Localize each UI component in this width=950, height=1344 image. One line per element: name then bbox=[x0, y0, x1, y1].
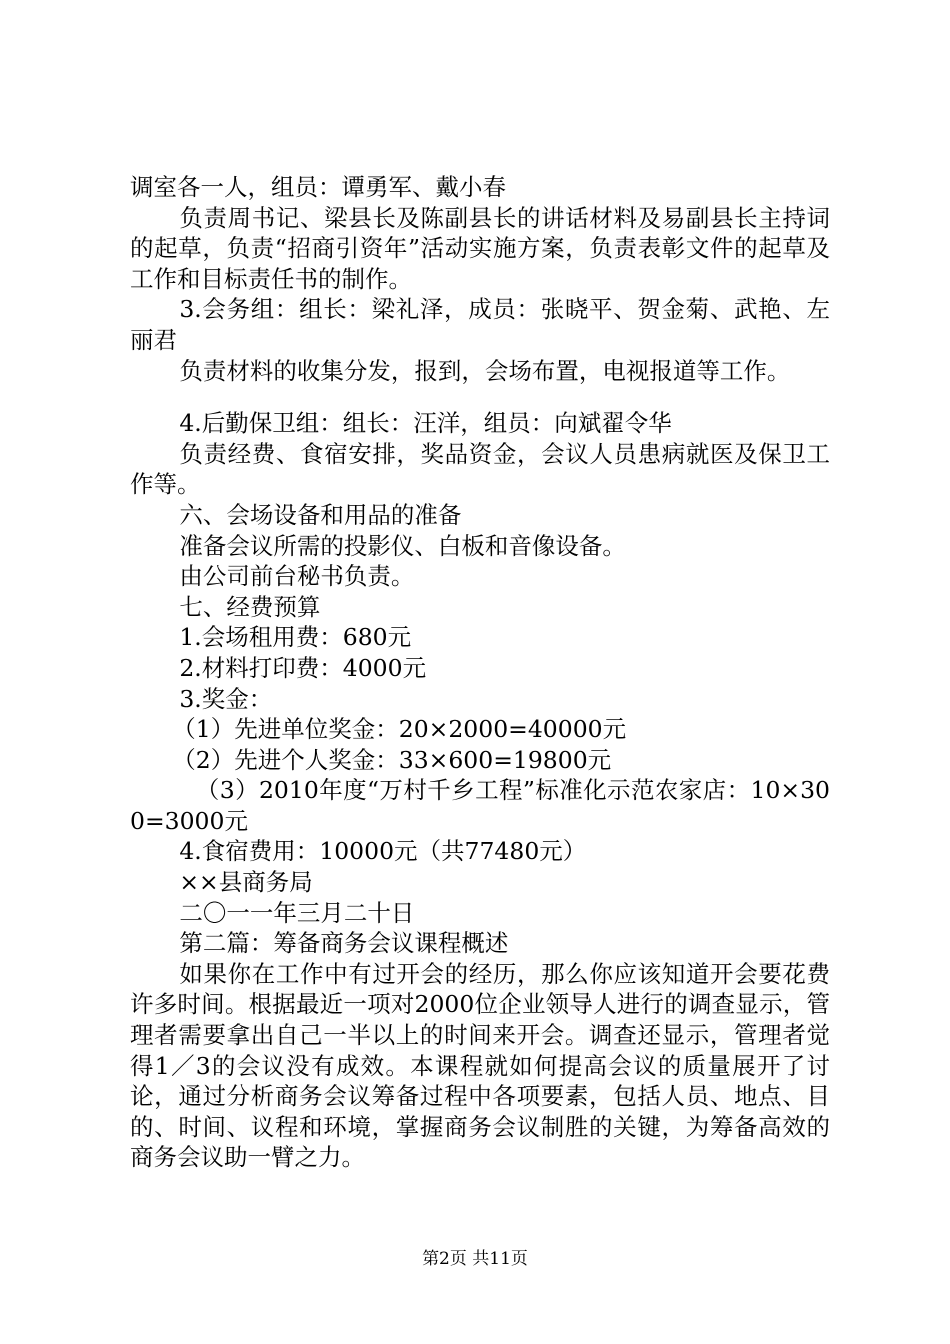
paragraph-continued: 调室各一人，组员：谭勇军、戴小春 bbox=[130, 173, 506, 201]
paragraph-logistics-duties: 负责经费、食宿安排，奖品资金，会议人员患病就医及保卫工作等。 bbox=[130, 439, 830, 499]
chapter-heading: 第二篇：筹备商务会议课程概述 bbox=[179, 929, 509, 958]
signature-date: 二〇一一年三月二十日 bbox=[179, 898, 415, 927]
paragraph-logistics-group: 4.后勤保卫组：组长：汪洋，组员：向斌翟令华 bbox=[179, 409, 672, 438]
budget-subitem-units: （1）先进单位奖金：20×2000=40000元 bbox=[172, 715, 627, 744]
paragraph-drafting-duties: 负责周书记、梁县长及陈副县长的讲话材料及易副县长主持词的起草，负责“招商引资年”活动实施方案，负责表彰文件的起草及工作和目标责任书的制作。 bbox=[130, 203, 830, 293]
document-body bbox=[130, 172, 830, 1173]
budget-item-bonus: 3.奖金： bbox=[179, 684, 273, 713]
budget-subitem-individuals: （2）先进个人奖金：33×600=19800元 bbox=[172, 745, 612, 774]
paragraph-course-overview: 如果你在工作中有过开会的经历，那么你应该知道开会要花费许多时间。根据最近一项对2000位企业领导人进行的调查显示，管理者需要拿出自己一半以上的时间来开会。调查还显示，管理者觉得1／3的会议没有成效。本课程就如何提高会议的质量展开了讨论，通过分析商务会议筹备过程中各项要素，包括人员、地点、目的、时间、议程和环境，掌握商务会议制胜的关键，为筹备高效的商务会议助一臂之力。 bbox=[130, 959, 830, 1172]
section-heading-equipment: 六、会场设备和用品的准备 bbox=[179, 500, 462, 529]
section-heading-budget: 七、经费预算 bbox=[179, 592, 321, 621]
paragraph-equipment: 准备会议所需的投影仪、白板和音像设备。 bbox=[179, 531, 626, 560]
budget-item-printing: 2.材料打印费：4000元 bbox=[179, 653, 427, 682]
paragraph-secretary: 由公司前台秘书负责。 bbox=[179, 562, 415, 591]
page-footer: 第2页 共11页 bbox=[422, 1249, 528, 1269]
paragraph-affairs-group: 3.会务组：组长：梁礼泽，成员：张晓平、贺金菊、武艳、左丽君 bbox=[130, 295, 830, 354]
budget-item-venue: 1.会场租用费：680元 bbox=[179, 623, 412, 652]
budget-subitem-shops: （3）2010年度“万村千乡工程”标准化示范农家店：10×300=3000元 bbox=[130, 776, 830, 835]
blank-gap bbox=[130, 386, 830, 408]
paragraph-affairs-duties: 负责材料的收集分发，报到，会场布置，电视报道等工作。 bbox=[179, 356, 791, 385]
signature-organization: ××县商务局 bbox=[179, 868, 313, 897]
budget-item-lodging: 4.食宿费用：10000元（共77480元） bbox=[179, 837, 587, 866]
